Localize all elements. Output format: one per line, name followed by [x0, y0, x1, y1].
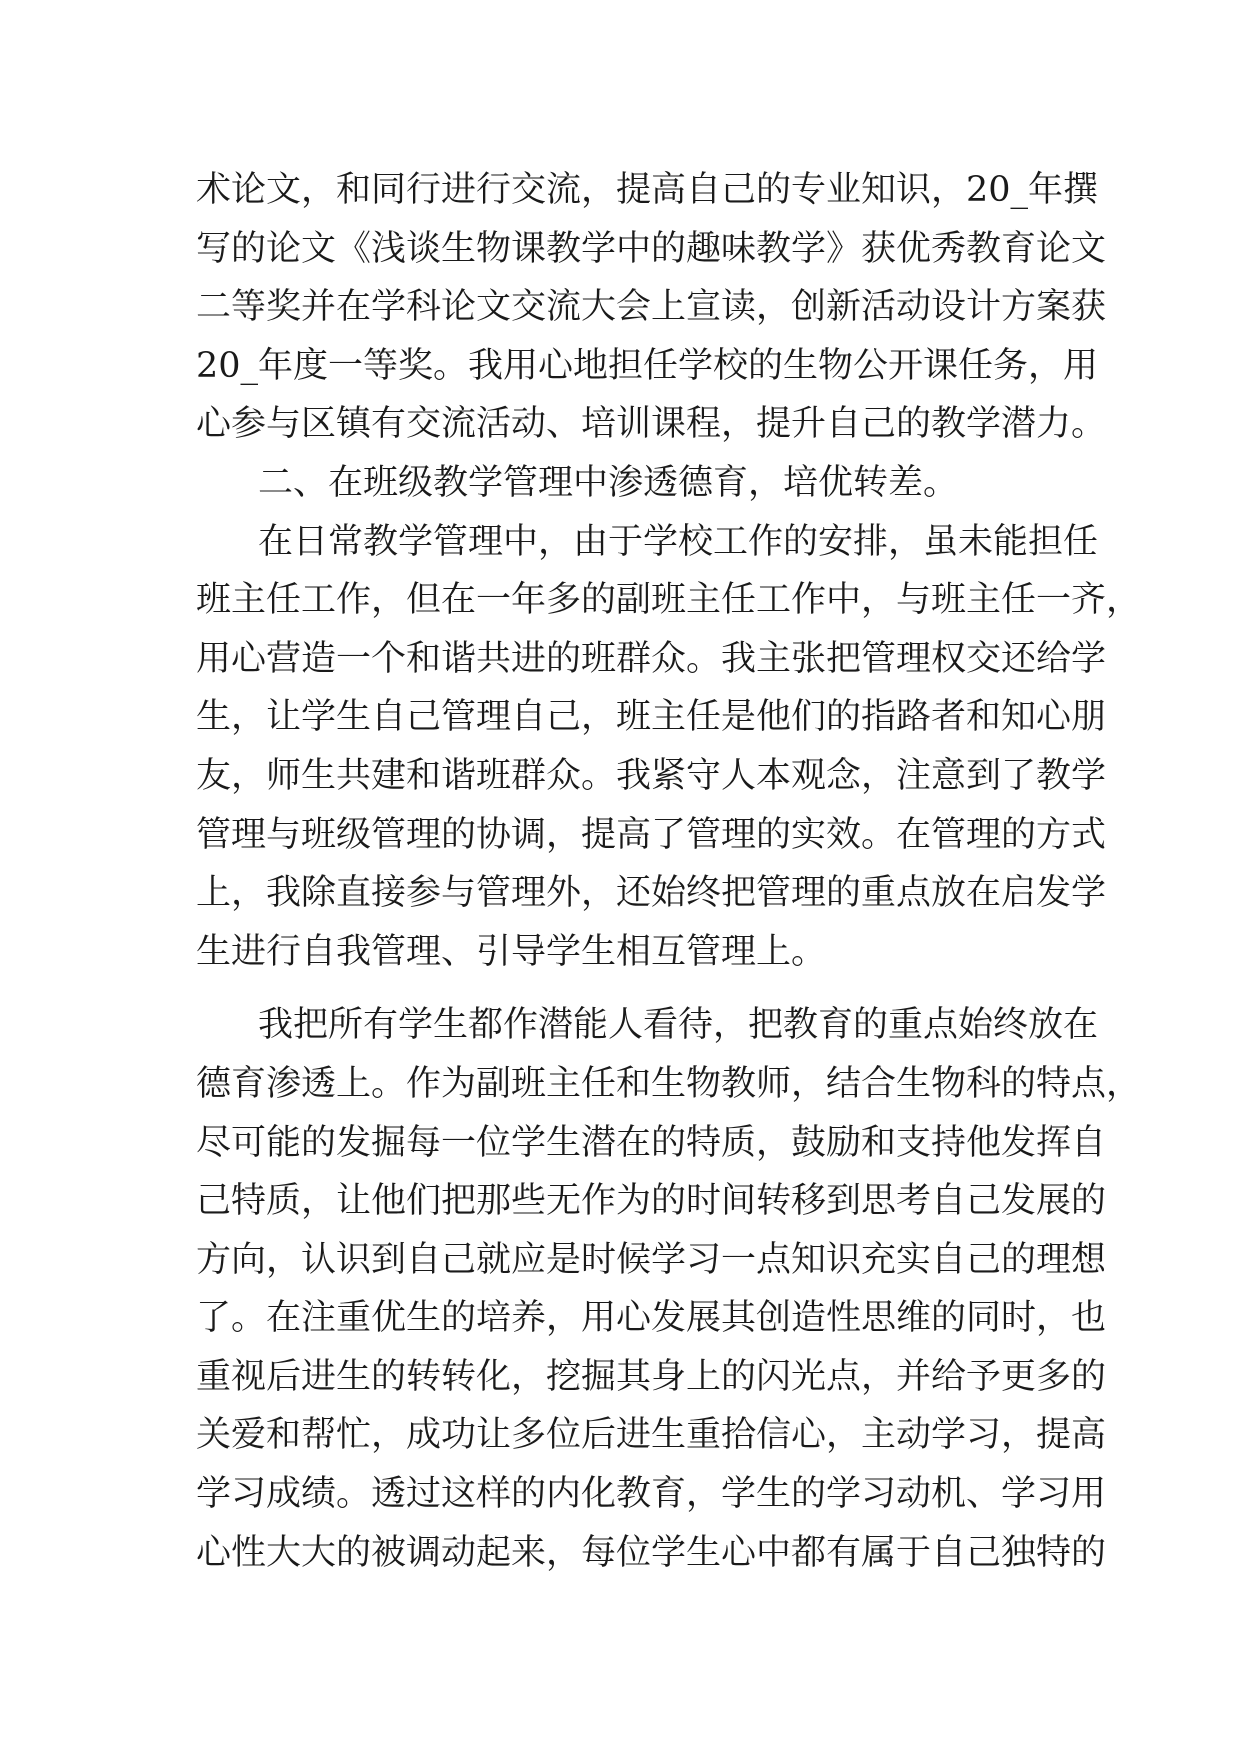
text-line: 上，我除直接参与管理外，还始终把管理的重点放在启发学 [196, 873, 1107, 914]
document-body [196, 161, 1142, 1582]
text-line: 德育渗透上。作为副班主任和生物教师，结合生物科的特点， [196, 1063, 1142, 1104]
text-line: 班主任工作，但在一年多的副班主任工作中，与班主任一齐， [196, 580, 1142, 621]
paragraph [196, 513, 1142, 982]
text-line: 己特质，让他们把那些无作为的时间转移到思考自己发展的 [196, 1181, 1107, 1222]
text-line: 二、在班级教学管理中渗透德育，培优转差。 [258, 462, 959, 503]
text-line: 写的论文《浅谈生物课教学中的趣味教学》获优秀教育论文 [196, 228, 1107, 269]
paragraph [196, 996, 1142, 1582]
text-line: 术论文，和同行进行交流，提高自己的专业知识，20_年撰 [196, 170, 1099, 210]
text-line: 二等奖并在学科论文交流大会上宣读，创新活动设计方案获 [196, 287, 1107, 328]
paragraph [196, 161, 1107, 454]
text-line: 关爱和帮忙，成功让多位后进生重拾信心，主动学习，提高 [196, 1415, 1107, 1456]
text-line: 学习成绩。透过这样的内化教育，学生的学习动机、学习用 [196, 1474, 1107, 1515]
text-line: 尽可能的发掘每一位学生潜在的特质，鼓励和支持他发挥自 [196, 1122, 1107, 1163]
text-line: 20_年度一等奖。我用心地担任学校的生物公开课任务，用 [196, 345, 1099, 386]
text-line: 用心营造一个和谐共进的班群众。我主张把管理权交还给学 [196, 638, 1107, 679]
text-line: 了。在注重优生的培养，用心发展其创造性思维的同时，也 [196, 1298, 1107, 1339]
text-line: 方向，认识到自己就应是时候学习一点知识充实自己的理想 [196, 1239, 1107, 1280]
text-line: 生进行自我管理、引导学生相互管理上。 [196, 931, 827, 972]
text-line: 友，师生共建和谐班群众。我紧守人本观念，注意到了教学 [196, 755, 1107, 796]
text-line: 重视后进生的转转化，挖掘其身上的闪光点，并给予更多的 [196, 1356, 1107, 1397]
paragraph-spacer [196, 981, 1056, 996]
section-heading [196, 454, 1056, 513]
text-line: 心性大大的被调动起来，每位学生心中都有属于自己独特的 [196, 1532, 1107, 1573]
text-line: 生，让学生自己管理自己，班主任是他们的指路者和知心朋 [196, 697, 1107, 738]
text-line: 心参与区镇有交流活动、培训课程，提升自己的教学潜力。 [196, 404, 1107, 445]
text-line: 在日常教学管理中，由于学校工作的安排，虽未能担任 [258, 521, 1099, 562]
text-line: 管理与班级管理的协调，提高了管理的实效。在管理的方式 [196, 814, 1107, 855]
text-line: 我把所有学生都作潜能人看待，把教育的重点始终放在 [258, 1005, 1099, 1046]
